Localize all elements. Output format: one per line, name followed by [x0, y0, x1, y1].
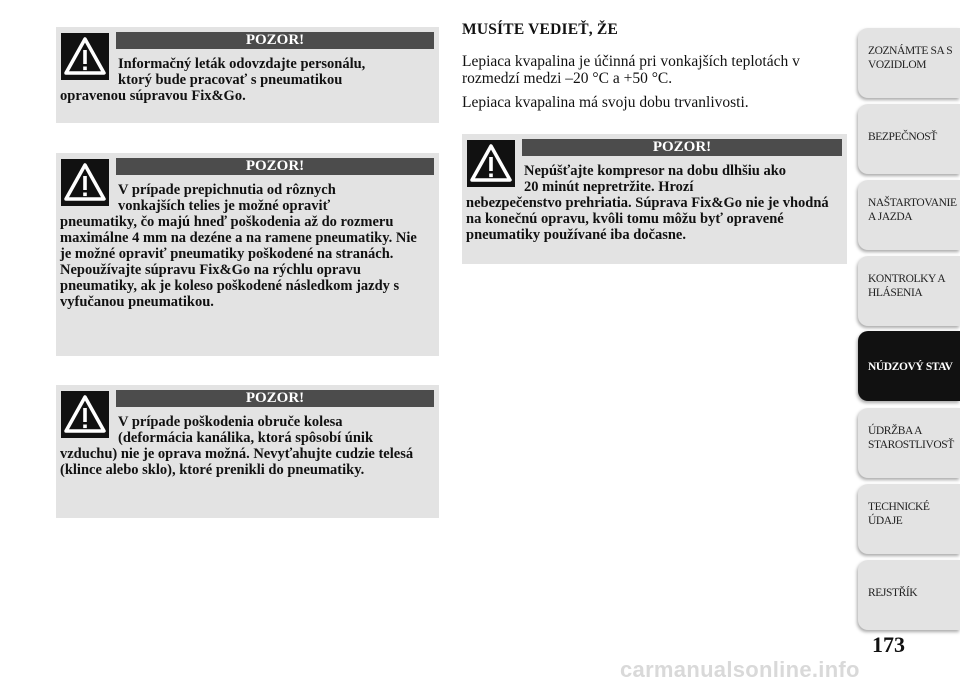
warning-line: ktorý bude pracovať s pneumatikou [118, 72, 343, 88]
tab-bezpecnost[interactable] [858, 104, 960, 174]
warning-line: Informačný leták odovzdajte personálu, [118, 56, 366, 72]
warning-header: POZOR! [522, 139, 842, 156]
tab-label: BEZPEČNOSŤ [868, 131, 937, 143]
warning-rest: opravenou súpravou Fix&Go. [60, 88, 246, 104]
tab-label: NAŠTARTOVANIE A JAZDA [868, 197, 957, 223]
tab-rejstrik[interactable] [858, 560, 960, 630]
warning-rest: pneumatiky, čo majú hneď poškodenia až do rozmeru maximálne 4 mm na dezéne a na ramene pneumatiky. Nie je možné opraviť pneumatiky poškodené na stranách. Nepoužívajte súpravu Fix&Go na rýchlu opravu pneumatiky, ak je koleso poškodené následkom jazdy s vyfučanou pneumatikou. [60, 214, 417, 310]
watermark: carmanualsonline.info [620, 657, 860, 682]
tab-label: ÚDRŽBA A STAROSTLIVOSŤ [868, 425, 954, 451]
warning-header: POZOR! [116, 390, 434, 407]
paragraph-temperature: Lepiaca kvapalina je účinná pri vonkajších teplotách v rozmedzí medzi –20 °C a +50 °C. [462, 53, 800, 87]
tab-udrzba-a-starostlivost[interactable] [858, 408, 960, 478]
warning-box-1 [56, 27, 439, 123]
warning-line: V prípade prepichnutia od rôznych [118, 182, 336, 198]
page-number: 173 [872, 632, 905, 657]
warning-box-2 [56, 153, 439, 356]
warning-text [466, 163, 839, 243]
warning-rest: nebezpečenstvo prehriatia. Súprava Fix&Go nie je vhodná na konečnú opravu, kvôli tomu môžu byť opravené pneumatiky používané iba dočasne. [466, 195, 829, 243]
warning-line: vonkajších telies je možné opraviť [118, 198, 331, 214]
tab-kontrolky-a-hlasenia[interactable] [858, 256, 960, 326]
warning-line: Nepúšťajte kompresor na dobu dlhšiu ako [524, 163, 787, 179]
warning-box-3 [56, 385, 439, 518]
warning-line: (deformácia kanálika, ktorá spôsobí únik [118, 430, 374, 446]
tab-label: REJSTŘÍK [868, 587, 918, 599]
warning-header: POZOR! [116, 32, 434, 49]
tab-label: TECHNICKÉ ÚDAJE [868, 501, 930, 527]
warning-rest: vzduchu) nie je oprava možná. Nevyťahujte cudzie telesá (klince alebo sklo), ktoré prenikli do pneumatiky. [60, 446, 414, 478]
warning-text [60, 414, 431, 478]
tab-technicke-udaje[interactable] [858, 484, 960, 554]
paragraph-shelf-life: Lepiaca kvapalina má svoju dobu trvanlivosti. [462, 94, 749, 111]
tab-zoznamte-sa-s-vozidlom[interactable] [858, 28, 960, 98]
tab-label: NÚDZOVÝ STAV [868, 361, 953, 373]
warning-header: POZOR! [116, 158, 434, 175]
warning-line: V prípade poškodenia obruče kolesa [118, 414, 343, 430]
section-title: MUSÍTE VEDIEŤ, ŽE [462, 21, 619, 38]
warning-box-compressor [462, 134, 847, 264]
tab-label: KONTROLKY A HLÁSENIA [868, 273, 946, 299]
warning-text [60, 56, 431, 104]
warning-text [60, 182, 431, 310]
tab-label: ZOZNÁMTE SA S VOZIDLOM [868, 45, 953, 71]
warning-line: 20 minút nepretržite. Hrozí [524, 179, 694, 195]
tab-nastartovanie-a-jazda[interactable] [858, 180, 960, 250]
tab-nudzovy-stav[interactable] [858, 331, 960, 401]
